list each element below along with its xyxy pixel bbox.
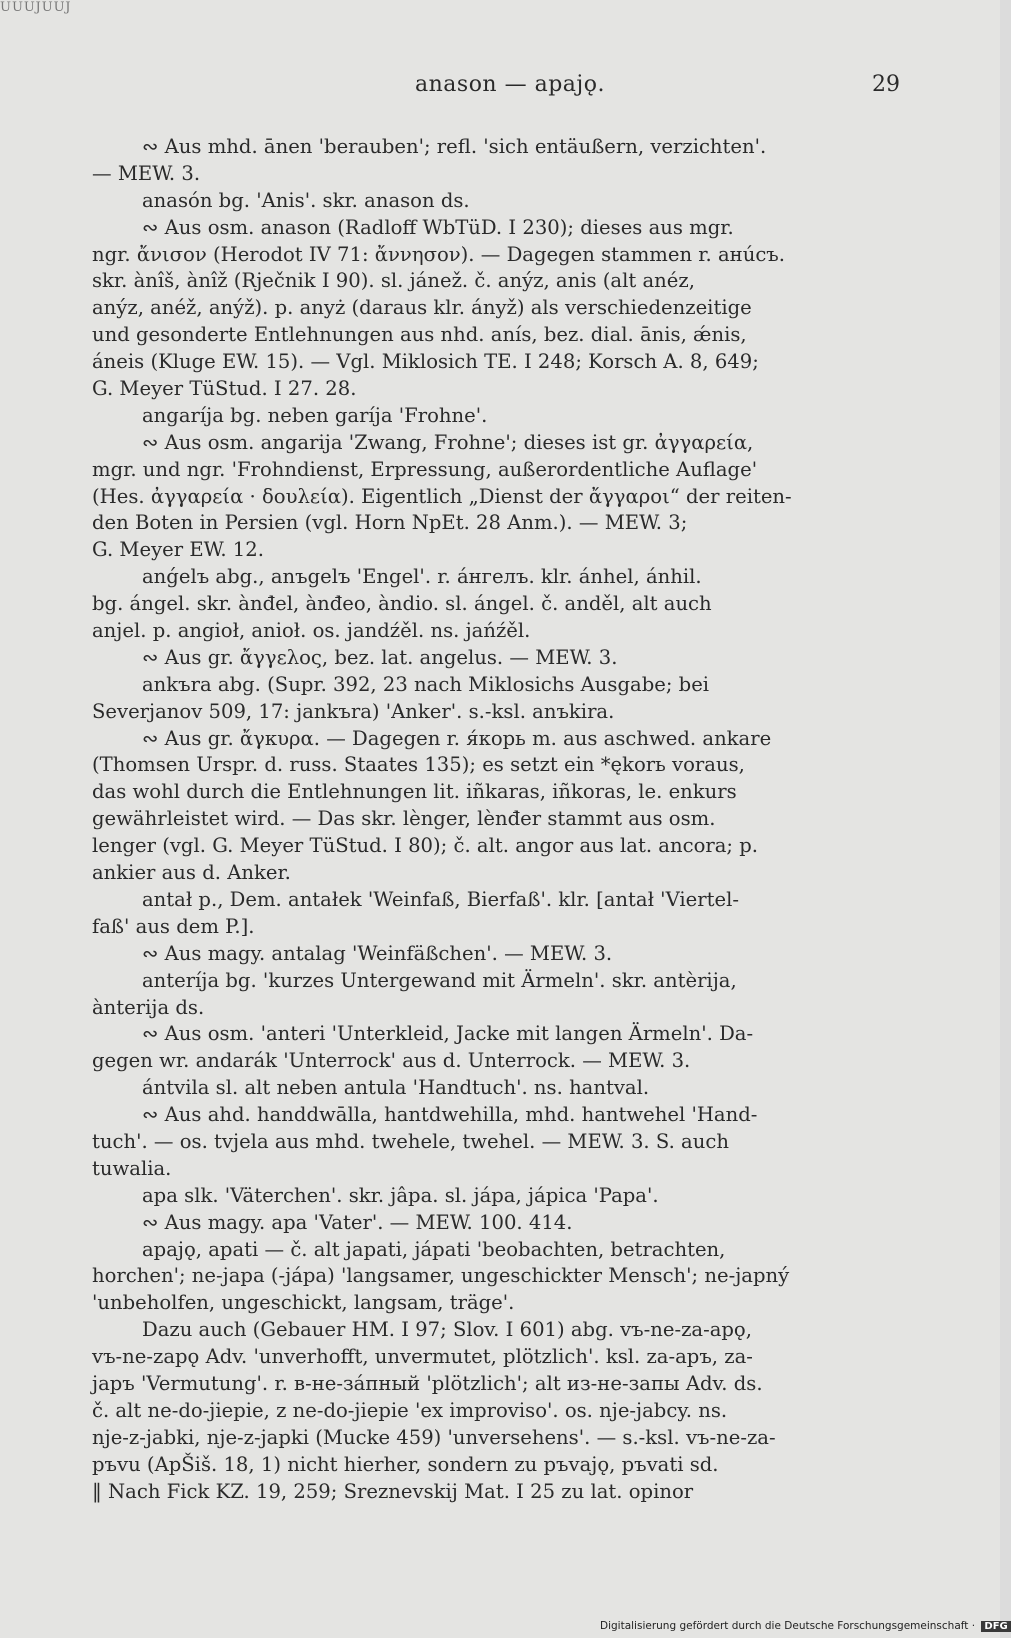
text-line: japъ 'Vermutung'. r. в-не-зáпный 'plötzlich'; alt из-не-запы Adv. ds.: [92, 1371, 763, 1395]
text-line: ànterija ds.: [92, 995, 205, 1019]
text-line: (Thomsen Urspr. d. russ. Staates 135); es setzt ein *ękorь voraus,: [92, 753, 745, 777]
text-line: bg. ángel. skr. ànđel, ànđeo, àndio. sl. ángel. č. anděl, alt auch: [92, 592, 712, 616]
text-line: nje-z-jabki, nje-z-japki (Mucke 459) 'unversehens'. — s.-ksl. vъ-ne-za-: [92, 1425, 776, 1449]
text-line: 'unbeholfen, ungeschickt, langsam, träge'.: [92, 1291, 515, 1315]
text-line: Severjanov 509, 17: jankъra) 'Anker'. s.-ksl. anъkira.: [92, 699, 615, 723]
text-line: (Hes. ἀγγαρεία · δουλεία). Eigentlich „Dienst der ἄγγαροι“ der reiten-: [92, 484, 792, 508]
text-line: — MEW. 3.: [92, 161, 201, 185]
credit-text: Digitalisierung gefördert durch die Deutsche Forschungsgemeinschaft ·: [600, 1620, 976, 1632]
text-line: ∾ Aus ahd. handdwālla, hantdwehilla, mhd. hantwehel 'Hand-: [142, 1103, 758, 1127]
text-line: ∾ Aus magy. apa 'Vater'. — MEW. 100. 414.: [142, 1210, 573, 1234]
text-line: ∾ Aus osm. anason (Radloff WbTüD. I 230); dieses aus mgr.: [142, 215, 734, 239]
text-line: anǵelъ abg., anъgelъ 'Engel'. r. áнгелъ. klr. ánhel, ánhil.: [142, 565, 702, 589]
text-line: č. alt ne-do-jiepie, z ne-do-jiepie 'ex improviso'. os. nje-jabcy. ns.: [92, 1398, 728, 1422]
text-line: ankier aus d. Anker.: [92, 861, 291, 885]
text-line: anjel. p. angioł, anioł. os. jandźěl. ns. jańźěl.: [92, 619, 531, 643]
text-line: apajǫ, apati — č. alt japati, jápati 'beobachten, betrachten,: [142, 1237, 726, 1261]
text-line: anasón bg. 'Anis'. skr. anason ds.: [142, 188, 470, 212]
text-line: ∾ Aus mhd. ānen 'berauben'; refl. 'sich entäußern, verzichten'.: [142, 135, 767, 158]
text-line: ngr. ἄνισον (Herodot IV 71: ἄννησον). — Dagegen stammen r. анúсъ.: [92, 242, 786, 266]
text-line: antał p., Dem. antałek 'Weinfaß, Bierfaß'. klr. [antał 'Viertel-: [142, 887, 739, 911]
text-line: ántvila sl. alt neben antula 'Handtuch'. ns. hantval.: [142, 1076, 650, 1100]
text-line: ‖ Nach Fick KZ. 19, 259; Sreznevskij Mat. I 25 zu lat. opinor: [92, 1479, 694, 1503]
text-line: faß' aus dem P.].: [92, 914, 255, 938]
text-line: den Boten in Persien (vgl. Horn NpEt. 28 Anm.). — MEW. 3;: [92, 511, 688, 535]
page-number: 29: [872, 72, 900, 97]
text-line: angaríja bg. neben garíja 'Frohne'.: [142, 403, 488, 427]
text-line: ∾ Aus gr. ἄγκυρα. — Dagegen r. я́корь m. aus aschwed. ankare: [142, 726, 772, 750]
text-line: lenger (vgl. G. Meyer TüStud. I 80); č. alt. angor aus lat. ancora; p.: [92, 834, 759, 858]
digitization-credit: [600, 1620, 1008, 1638]
page-edge-residue: UUUJUUJ: [0, 0, 72, 15]
text-line: gegen wr. andarák 'Unterrock' aus d. Unterrock. — MEW. 3.: [92, 1049, 691, 1073]
text-line: pъvu (ApŠiš. 18, 1) nicht hierher, sondern zu pъvajǫ, pъvati sd.: [92, 1452, 719, 1476]
running-title: anason — apajǫ.: [415, 72, 605, 97]
text-line: áneis (Kluge EW. 15). — Vgl. Miklosich TE. I 248; Korsch A. 8, 649;: [92, 350, 759, 374]
text-line: skr. ànîš, ànîž (Rječnik I 90). sl. jánež. č. anýz, anis (alt anéz,: [92, 269, 695, 293]
text-line: anteríja bg. 'kurzes Untergewand mit Ärmeln'. skr. antèrija,: [142, 968, 737, 992]
text-line: ∾ Aus gr. ἄγγελος, bez. lat. angelus. — MEW. 3.: [142, 645, 618, 669]
text-line: G. Meyer EW. 12.: [92, 538, 264, 562]
text-line: anýz, anéž, anýž). p. anyż (daraus klr. ányž) als verschiedenzeitige: [92, 296, 752, 320]
text-line: ankъra abg. (Supr. 392, 23 nach Miklosichs Ausgabe; bei: [142, 672, 710, 696]
text-line: ∾ Aus osm. angarija 'Zwang, Frohne'; dieses ist gr. ἀγγαρεία,: [142, 430, 754, 454]
text-line: gewährleistet wird. — Das skr. lènger, lènđer stammt aus osm.: [92, 807, 716, 831]
text-line: tuch'. — os. tvjela aus mhd. twehele, twehel. — MEW. 3. S. auch: [92, 1129, 729, 1153]
text-line: tuwalia.: [92, 1156, 172, 1180]
text-line: Dazu auch (Gebauer HM. I 97; Slov. I 601) abg. vъ-ne-za-apǫ,: [142, 1318, 752, 1342]
text-line: G. Meyer TüStud. I 27. 28.: [92, 377, 357, 401]
text-line: ∾ Aus osm. 'anteri 'Unterkleid, Jacke mit langen Ärmeln'. Da-: [142, 1022, 754, 1046]
text-line: mgr. und ngr. 'Frohndienst, Erpressung, außerordentliche Auflage': [92, 457, 758, 481]
dictionary-text: [92, 134, 900, 1505]
text-line: ∾ Aus magy. antalag 'Weinfäßchen'. — MEW. 3.: [142, 941, 613, 965]
dfg-logo: DFG: [981, 1621, 1010, 1632]
text-line: und gesonderte Entlehnungen aus nhd. anís, bez. dial. ānis, ǽnis,: [92, 323, 747, 347]
text-line: das wohl durch die Entlehnungen lit. iñkaras, iñkoras, le. enkurs: [92, 780, 737, 804]
text-line: horchen'; ne-japa (-jápa) 'langsamer, ungeschickter Mensch'; ne-japný: [92, 1264, 790, 1288]
text-line: vъ-ne-zapǫ Adv. 'unverhofft, unvermutet, plötzlich'. ksl. za-apъ, za-: [92, 1345, 753, 1369]
text-line: apa slk. 'Väterchen'. skr. jâpa. sl. jápa, jápica 'Papa'.: [142, 1183, 659, 1207]
